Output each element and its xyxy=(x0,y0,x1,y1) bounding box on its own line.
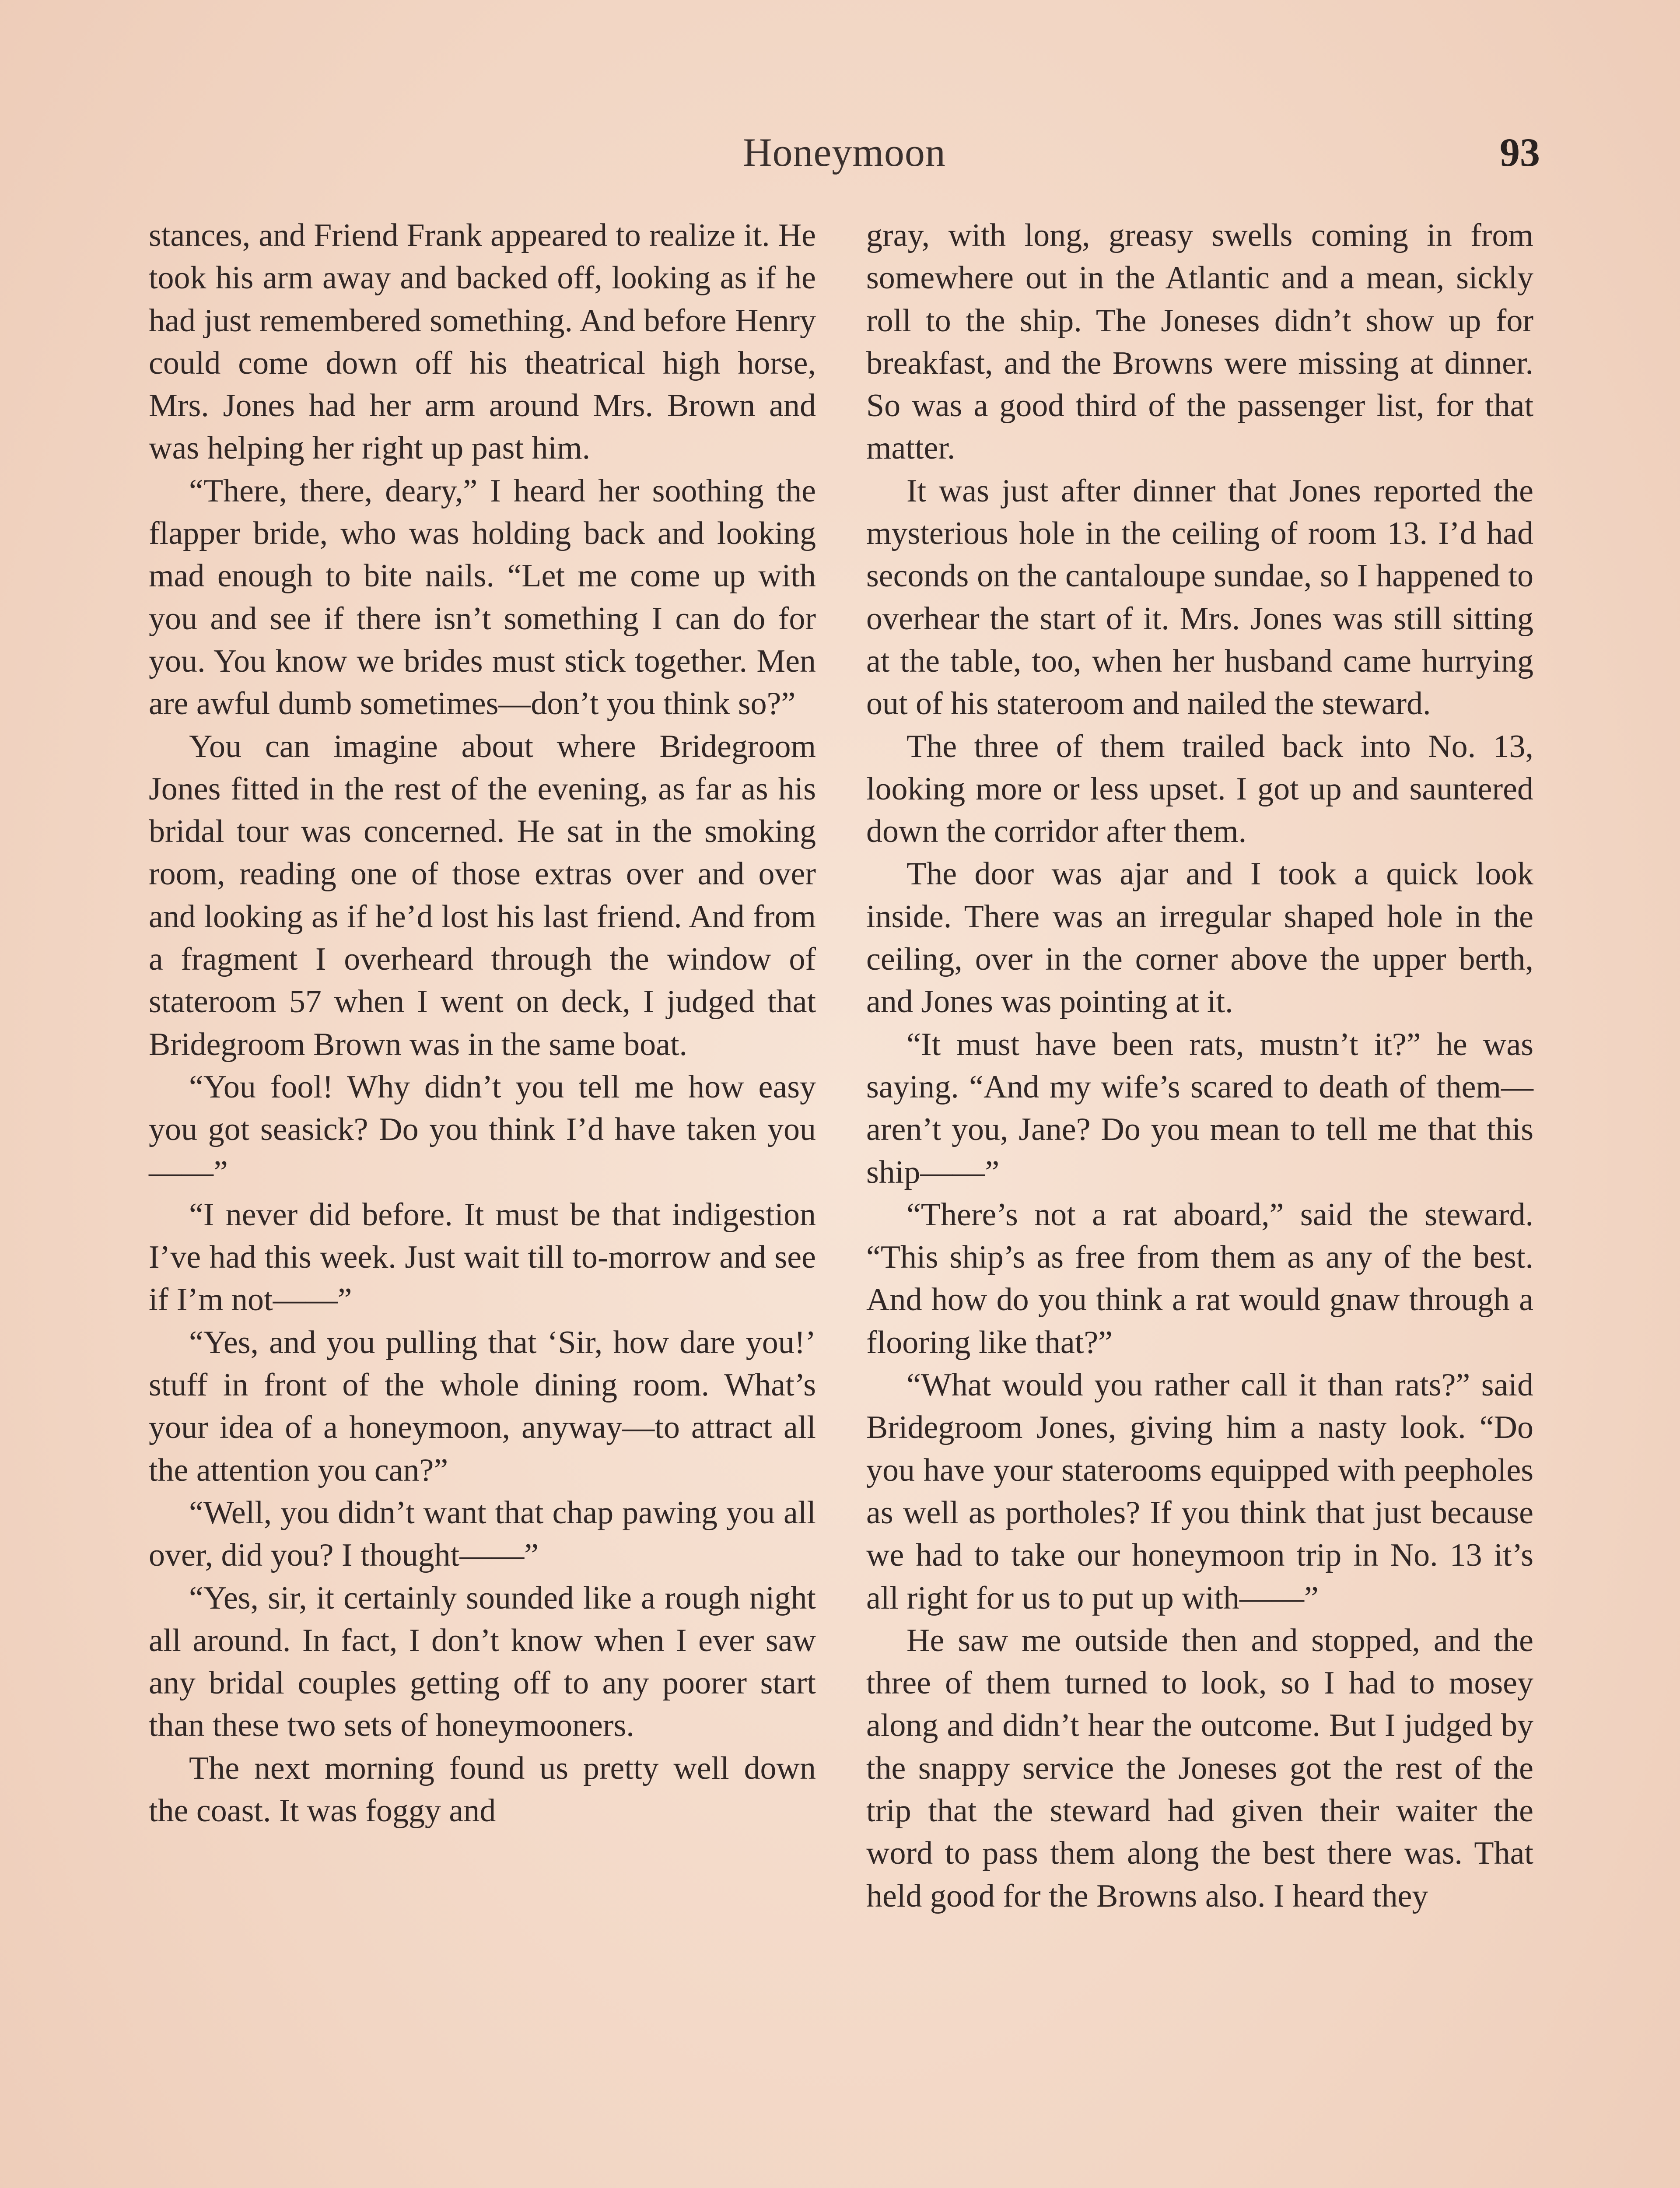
paragraph: “There, there, deary,” I heard her soothing the flapper bride, who was holding back and looking mad enough to bite nails. “Let me come up with you and see if there isn’t something I can do for you. You know we brides must stick together. Men are awful dumb sometimes—don’t you think so?” xyxy=(149,473,816,722)
paragraph: “Well, you didn’t want that chap pawing you all over, did you? I thought——” xyxy=(149,1494,816,1574)
page-header xyxy=(149,129,1540,182)
paragraph: “It must have been rats, mustn’t it?” he was saying. “And my wife’s scared to death of them—aren’t you, Jane? Do you mean to tell me that this ship——” xyxy=(866,1026,1533,1190)
paragraph: You can imagine about where Bridegroom Jones fitted in the rest of the evening, as far as his bridal tour was concerned. He sat in the smoking room, reading one of those extras over and over and looking as if he’d lost his last friend. And from a fragment I overheard through the window of stateroom 57 when I went on deck, I judged that Bridegroom Brown was in the same boat. xyxy=(149,728,816,1062)
page-number: 93 xyxy=(1500,130,1540,175)
paragraph: The next morning found us pretty well down the coast. It was foggy and xyxy=(149,1750,816,1829)
paragraph: “I never did before. It must be that indigestion I’ve had this week. Just wait till to-morrow and see if I’m not——” xyxy=(149,1196,816,1318)
paragraph: “Yes, and you pulling that ‘Sir, how dare you!’ stuff in front of the whole dining room. What’s your idea of a honeymoon, anyway—to attract all the attention you can?” xyxy=(149,1324,816,1488)
paragraph: He saw me outside then and stopped, and the three of them turned to look, so I had to mosey along and didn’t hear the outcome. But I judged by the snappy service the Joneses got the rest of the trip that the steward had given their waiter the word to pass them along the best there was. That held good for the Browns also. I heard they xyxy=(866,1622,1533,1914)
paragraph: “You fool! Why didn’t you tell me how easy you got seasick? Do you think I’d have taken you——” xyxy=(149,1069,816,1190)
right-text-column xyxy=(866,214,1533,1918)
paragraph: gray, with long, greasy swells coming in from somewhere out in the Atlantic and a mean, sickly roll to the ship. The Joneses didn’t show up for breakfast, and the Browns were missing at dinner. So was a good third of the passenger list, for that matter. xyxy=(866,217,1533,466)
running-title: Honeymoon xyxy=(743,130,946,175)
paragraph: stances, and Friend Frank appeared to realize it. He took his arm away and backed off, looking as if he had just remembered something. And before Henry could come down off his theatrical high horse, Mrs. Jones had her arm around Mrs. Brown and was helping her right up past him. xyxy=(149,217,816,466)
paragraph: “Yes, sir, it certainly sounded like a rough night all around. In fact, I don’t know when I ever saw any bridal couples getting off to any poorer start than these two sets of honeymooners. xyxy=(149,1580,816,1744)
paragraph: The three of them trailed back into No. 13, looking more or less upset. I got up and sauntered down the corridor after them. xyxy=(866,728,1533,850)
paragraph: “What would you rather call it than rats?” said Bridegroom Jones, giving him a nasty look. “Do you have your staterooms equipped with peepholes as well as portholes? If you think that just because we had to take our honeymoon trip in No. 13 it’s all right for us to put up with——” xyxy=(866,1367,1533,1616)
paragraph: The door was ajar and I took a quick look inside. There was an irregular shaped hole in the ceiling, over in the corner above the upper berth, and Jones was pointing at it. xyxy=(866,856,1533,1020)
paragraph: It was just after dinner that Jones reported the mysterious hole in the ceiling of room 13. I’d had seconds on the cantaloupe sundae, so I happened to overhear the start of it. Mrs. Jones was still sitting at the table, too, when her husband came hurrying out of his stateroom and nailed the steward. xyxy=(866,473,1533,722)
left-text-column xyxy=(149,214,816,1832)
paragraph: “There’s not a rat aboard,” said the steward. “This ship’s as free from them as any of the best. And how do you think a rat would gnaw through a flooring like that?” xyxy=(866,1196,1533,1360)
